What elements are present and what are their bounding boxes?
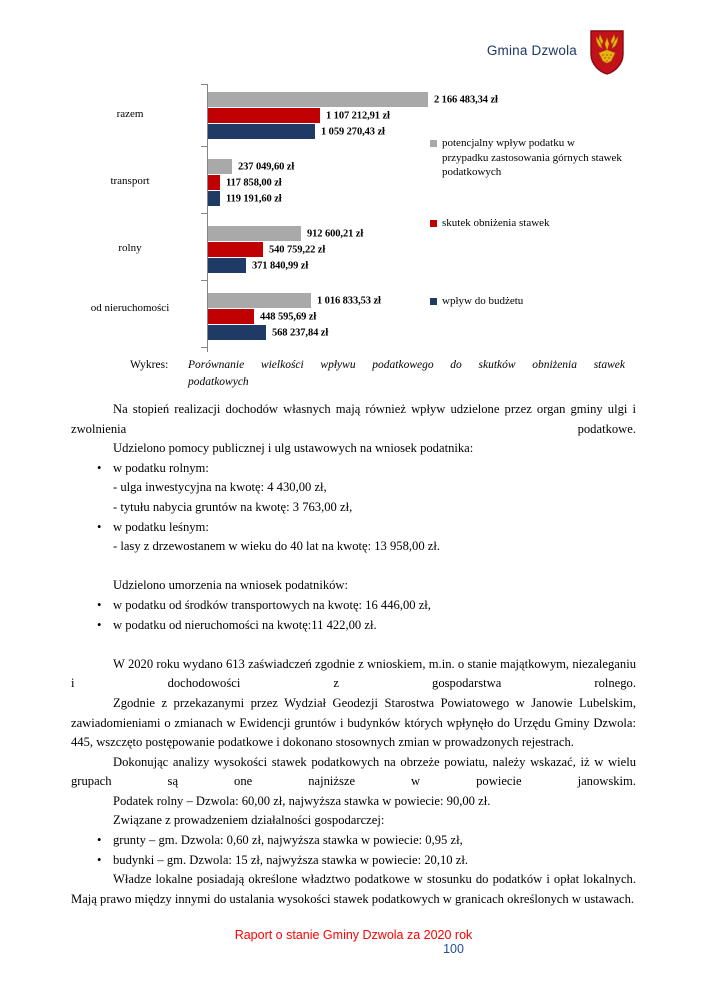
category-label-rolny: rolny: [118, 242, 142, 254]
category-label-transport: transport: [110, 175, 150, 187]
category-label-nieruchomosci: od nieruchomości: [90, 302, 170, 314]
caption-text-line2: podatkowych: [188, 376, 249, 388]
legend-swatch-gray-icon: [430, 140, 437, 147]
bar-fill-red: [208, 108, 320, 123]
list-item: • w podatku leśnym:: [71, 518, 636, 538]
axis-tick: [201, 347, 207, 348]
bar-fill-red: [208, 309, 254, 324]
list-item: • budynki – gm. Dzwola: 15 zł, najwyższa stawka w powiecie: 20,10 zł.: [71, 851, 636, 871]
legend-item-reduction: [430, 216, 550, 231]
bar-value-label: 1 059 270,43 zł: [321, 126, 385, 137]
caption-label: Wykres:: [130, 359, 169, 371]
spacer: [71, 557, 636, 577]
caption-text-line1: Porównanie wielkości wpływu podatkowego do skutków obniżenia stawek: [188, 359, 625, 371]
footer-page-number: 100: [443, 942, 464, 956]
paragraph-ulgi-zwolnienia: Na stopień realizacji dochodów własnych mają również wpływ udzielone przez organ gminy ulgi i zwolnienia podatkowe.: [71, 402, 636, 436]
bar-fill-gray: [208, 92, 428, 107]
list-stawki: [71, 831, 636, 870]
list-podatek-lesny: [71, 518, 636, 538]
paragraph-analiza-stawek: Dokonując analizy wysokości stawek podatkowych na obrzeże powiatu, należy wskazać, iż w wielu grupach są one najniższe w powiecie janowskim.: [71, 754, 636, 789]
list-item: • grunty – gm. Dzwola: 0,60 zł, najwyższa stawka w powiecie: 0,95 zł,: [71, 831, 636, 851]
legend-label: skutek obniżenia stawek: [442, 217, 550, 229]
sub-item-ulga-inwestycyjna: - ulga inwestycyjna na kwotę: 4 430,00 zł,: [113, 480, 327, 495]
coat-of-arms-icon: [590, 30, 624, 75]
bar-value-label: 117 858,00 zł: [226, 177, 282, 188]
bar-value-label: 119 191,60 zł: [226, 193, 282, 204]
axis-tick: [201, 280, 207, 281]
bar-value-label: 568 237,84 zł: [272, 327, 329, 338]
chart-category-group-nieruchomosci: [0, 285, 660, 347]
legend-label: potencjalny wpływ podatku w przypadku zastosowania górnych stawek podatkowych: [442, 137, 622, 178]
bar-fill-navy: [208, 191, 220, 206]
bar-value-label: 1 016 833,53 zł: [317, 295, 381, 306]
legend-label: wpływ do budżetu: [442, 295, 524, 307]
bar-fill-red: [208, 175, 220, 190]
page-header: [0, 30, 707, 84]
bar-value-label: 237 049,60 zł: [238, 161, 295, 172]
bar-value-label: 540 759,22 zł: [269, 244, 326, 255]
paragraph-dzialalnosc: Związane z prowadzeniem działalności gospodarczej:: [113, 813, 385, 828]
paragraph-wladze-lokalne: Władze lokalne posiadają określone władztwo podatkowe w stosunku do podatków i opłat lokalnych. Mają prawo między innymi do ustalania wysokości stawek podatkowych w granicach określonych w ustawach.: [71, 872, 636, 906]
spacer: [71, 635, 636, 655]
paragraph-zaswiadczenia: W 2020 roku wydano 613 zaświadczeń zgodnie z wnioskiem, m.in. o stanie majątkowym, niezaleganiu i dochodowości z gospodarstwa rolnego.: [71, 656, 636, 691]
list-pomoc-publiczna: [71, 459, 636, 479]
legend-item-budget: [430, 294, 523, 309]
footer-report-title: Raport o stanie Gminy Dzwola za 2020 rok: [234, 928, 473, 942]
bar-value-label: 448 595,69 zł: [260, 311, 317, 322]
bar-value-label: 2 166 483,34 zł: [434, 94, 498, 105]
bar-fill-navy: [208, 258, 246, 273]
sub-item-lasy-drzewostan: - lasy z drzewostanem w wieku do 40 lat na kwotę: 13 958,00 zł.: [113, 539, 441, 554]
tax-comparison-bar-chart: [0, 84, 660, 352]
paragraph-podatek-rolny: Podatek rolny – Dzwola: 60,00 zł, najwyższa stawka w powiecie: 90,00 zł.: [113, 793, 491, 808]
paragraph-geodezja: Zgodnie z przekazanymi przez Wydział Geodezji Starostwa Powiatowego w Janowie Lubelskim, zawiadomieniami o zmianach w Ewidencji gruntów i budynków których wpłynęło do Urzędu Gminy Dzwola: 445, wszczęto postępowanie podatkowe i dokonano stosownych zmian w prowadzonych rejestrach.: [71, 695, 636, 750]
list-item: • w podatku od nieruchomości na kwotę:11 422,00 zł.: [71, 616, 636, 636]
paragraph-umorzenia: Udzielono umorzenia na wniosek podatników:: [113, 578, 349, 593]
bar-fill-navy: [208, 124, 315, 139]
legend-item-potential: [430, 136, 622, 180]
figure-caption: [130, 357, 625, 391]
chart-category-group-rolny: [0, 218, 660, 280]
document-body: [71, 400, 636, 909]
category-label-razem: razem: [116, 108, 144, 120]
axis-tick: [201, 146, 207, 147]
bar-fill-gray: [208, 293, 311, 308]
bar-value-label: 371 840,99 zł: [252, 260, 309, 271]
axis-tick: [201, 213, 207, 214]
page-title: Gmina Dzwola: [486, 43, 577, 58]
sub-item-nabycie-gruntow: - tytułu nabycia gruntów na kwotę: 3 763,00 zł,: [113, 499, 353, 514]
legend-swatch-red-icon: [430, 220, 437, 227]
paragraph-pomoc-publiczna: Udzielono pomocy publicznej i ulg ustawowych na wniosek podatnika:: [113, 441, 474, 456]
bar-fill-red: [208, 242, 263, 257]
legend-swatch-navy-icon: [430, 298, 437, 305]
bar-value-label: 912 600,21 zł: [307, 228, 364, 239]
bar-fill-navy: [208, 325, 266, 340]
bar-value-label: 1 107 212,91 zł: [326, 110, 390, 121]
bar-fill-gray: [208, 226, 301, 241]
list-item: • w podatku rolnym:: [71, 459, 636, 479]
bar-fill-gray: [208, 159, 232, 174]
list-umorzenia: [71, 596, 636, 635]
list-item: • w podatku od środków transportowych na kwotę: 16 446,00 zł,: [71, 596, 636, 616]
